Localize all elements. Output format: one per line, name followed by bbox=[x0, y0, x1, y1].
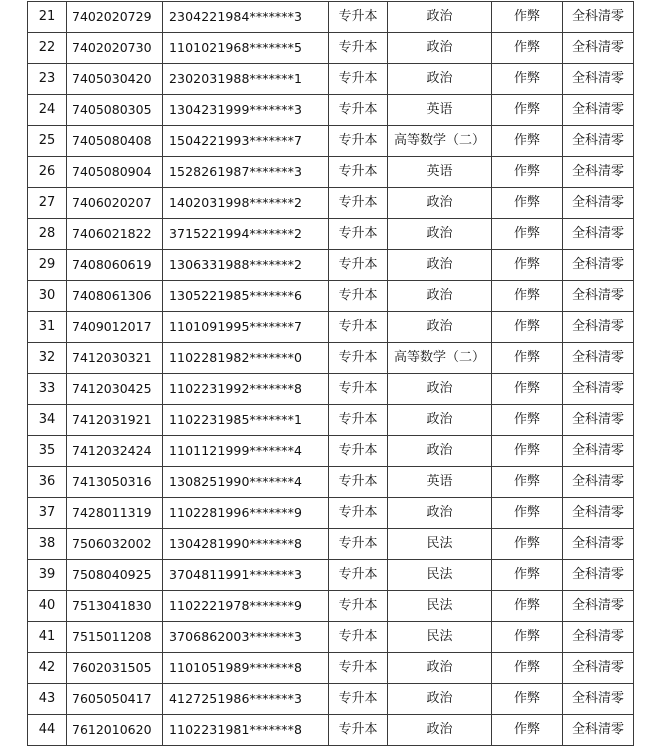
id-number-cell: 1101021968*******5 bbox=[163, 33, 329, 64]
row-number-cell: 36 bbox=[28, 467, 67, 498]
id-number-cell: 1304281990*******8 bbox=[163, 529, 329, 560]
table-row bbox=[28, 188, 634, 219]
row-number-cell: 35 bbox=[28, 436, 67, 467]
row-number-cell: 40 bbox=[28, 591, 67, 622]
subject-cell: 民法 bbox=[388, 622, 492, 653]
violation-type-cell: 作弊 bbox=[492, 33, 563, 64]
row-number-cell: 42 bbox=[28, 653, 67, 684]
exam-ticket-cell: 7408060619 bbox=[67, 250, 163, 281]
subject-cell: 英语 bbox=[388, 157, 492, 188]
id-number-cell: 2304221984*******3 bbox=[163, 2, 329, 33]
violation-type-cell: 作弊 bbox=[492, 684, 563, 715]
violation-type-cell: 作弊 bbox=[492, 622, 563, 653]
exam-level-cell: 专升本 bbox=[329, 250, 388, 281]
table-row bbox=[28, 33, 634, 64]
exam-level-cell: 专升本 bbox=[329, 653, 388, 684]
violation-type-cell: 作弊 bbox=[492, 64, 563, 95]
exam-level-cell: 专升本 bbox=[329, 188, 388, 219]
exam-ticket-cell: 7612010620 bbox=[67, 715, 163, 746]
violation-type-cell: 作弊 bbox=[492, 715, 563, 746]
row-number-cell: 26 bbox=[28, 157, 67, 188]
violation-type-cell: 作弊 bbox=[492, 281, 563, 312]
table-row bbox=[28, 622, 634, 653]
violation-type-cell: 作弊 bbox=[492, 529, 563, 560]
table-row bbox=[28, 591, 634, 622]
penalty-cell: 全科清零 bbox=[563, 436, 634, 467]
penalty-cell: 全科清零 bbox=[563, 498, 634, 529]
penalty-cell: 全科清零 bbox=[563, 591, 634, 622]
penalty-cell: 全科清零 bbox=[563, 467, 634, 498]
id-number-cell: 2302031988*******1 bbox=[163, 64, 329, 95]
table-row bbox=[28, 715, 634, 746]
penalty-cell: 全科清零 bbox=[563, 312, 634, 343]
row-number-cell: 25 bbox=[28, 126, 67, 157]
id-number-cell: 1102281996*******9 bbox=[163, 498, 329, 529]
row-number-cell: 34 bbox=[28, 405, 67, 436]
violation-type-cell: 作弊 bbox=[492, 2, 563, 33]
exam-ticket-cell: 7412030425 bbox=[67, 374, 163, 405]
table-row bbox=[28, 64, 634, 95]
penalty-cell: 全科清零 bbox=[563, 405, 634, 436]
table-row bbox=[28, 250, 634, 281]
subject-cell: 政治 bbox=[388, 715, 492, 746]
exam-ticket-cell: 7515011208 bbox=[67, 622, 163, 653]
id-number-cell: 1402031998*******2 bbox=[163, 188, 329, 219]
violation-type-cell: 作弊 bbox=[492, 653, 563, 684]
subject-cell: 高等数学（二） bbox=[388, 343, 492, 374]
subject-cell: 政治 bbox=[388, 250, 492, 281]
subject-cell: 政治 bbox=[388, 188, 492, 219]
subject-cell: 政治 bbox=[388, 312, 492, 343]
id-number-cell: 1308251990*******4 bbox=[163, 467, 329, 498]
subject-cell: 民法 bbox=[388, 560, 492, 591]
id-number-cell: 1102231992*******8 bbox=[163, 374, 329, 405]
id-number-cell: 1528261987*******3 bbox=[163, 157, 329, 188]
violation-type-cell: 作弊 bbox=[492, 343, 563, 374]
penalty-cell: 全科清零 bbox=[563, 188, 634, 219]
exam-level-cell: 专升本 bbox=[329, 529, 388, 560]
violation-type-cell: 作弊 bbox=[492, 405, 563, 436]
id-number-cell: 1306331988*******2 bbox=[163, 250, 329, 281]
penalty-cell: 全科清零 bbox=[563, 281, 634, 312]
table-row bbox=[28, 467, 634, 498]
exam-ticket-cell: 7405080904 bbox=[67, 157, 163, 188]
penalty-cell: 全科清零 bbox=[563, 529, 634, 560]
id-number-cell: 1102231981*******8 bbox=[163, 715, 329, 746]
table-row bbox=[28, 560, 634, 591]
violation-type-cell: 作弊 bbox=[492, 436, 563, 467]
id-number-cell: 3715221994*******2 bbox=[163, 219, 329, 250]
exam-level-cell: 专升本 bbox=[329, 64, 388, 95]
subject-cell: 政治 bbox=[388, 64, 492, 95]
violation-type-cell: 作弊 bbox=[492, 312, 563, 343]
penalty-cell: 全科清零 bbox=[563, 157, 634, 188]
row-number-cell: 23 bbox=[28, 64, 67, 95]
violation-table-container bbox=[27, 1, 634, 746]
row-number-cell: 29 bbox=[28, 250, 67, 281]
row-number-cell: 27 bbox=[28, 188, 67, 219]
table-row bbox=[28, 157, 634, 188]
exam-ticket-cell: 7405030420 bbox=[67, 64, 163, 95]
penalty-cell: 全科清零 bbox=[563, 653, 634, 684]
penalty-cell: 全科清零 bbox=[563, 715, 634, 746]
subject-cell: 政治 bbox=[388, 653, 492, 684]
id-number-cell: 1305221985*******6 bbox=[163, 281, 329, 312]
exam-ticket-cell: 7405080408 bbox=[67, 126, 163, 157]
table-row bbox=[28, 374, 634, 405]
penalty-cell: 全科清零 bbox=[563, 219, 634, 250]
subject-cell: 政治 bbox=[388, 219, 492, 250]
penalty-cell: 全科清零 bbox=[563, 64, 634, 95]
id-number-cell: 1101091995*******7 bbox=[163, 312, 329, 343]
penalty-cell: 全科清零 bbox=[563, 2, 634, 33]
exam-ticket-cell: 7513041830 bbox=[67, 591, 163, 622]
exam-level-cell: 专升本 bbox=[329, 343, 388, 374]
row-number-cell: 37 bbox=[28, 498, 67, 529]
subject-cell: 民法 bbox=[388, 529, 492, 560]
exam-level-cell: 专升本 bbox=[329, 126, 388, 157]
subject-cell: 政治 bbox=[388, 405, 492, 436]
subject-cell: 政治 bbox=[388, 2, 492, 33]
table-row bbox=[28, 219, 634, 250]
row-number-cell: 38 bbox=[28, 529, 67, 560]
row-number-cell: 33 bbox=[28, 374, 67, 405]
exam-ticket-cell: 7506032002 bbox=[67, 529, 163, 560]
subject-cell: 高等数学（二） bbox=[388, 126, 492, 157]
exam-ticket-cell: 7409012017 bbox=[67, 312, 163, 343]
violation-type-cell: 作弊 bbox=[492, 219, 563, 250]
subject-cell: 政治 bbox=[388, 33, 492, 64]
id-number-cell: 1101051989*******8 bbox=[163, 653, 329, 684]
table-row bbox=[28, 95, 634, 126]
table-row bbox=[28, 405, 634, 436]
row-number-cell: 28 bbox=[28, 219, 67, 250]
exam-ticket-cell: 7412031921 bbox=[67, 405, 163, 436]
penalty-cell: 全科清零 bbox=[563, 343, 634, 374]
exam-level-cell: 专升本 bbox=[329, 95, 388, 126]
row-number-cell: 44 bbox=[28, 715, 67, 746]
subject-cell: 民法 bbox=[388, 591, 492, 622]
exam-level-cell: 专升本 bbox=[329, 312, 388, 343]
id-number-cell: 1504221993*******7 bbox=[163, 126, 329, 157]
violation-type-cell: 作弊 bbox=[492, 126, 563, 157]
exam-level-cell: 专升本 bbox=[329, 374, 388, 405]
violation-type-cell: 作弊 bbox=[492, 157, 563, 188]
exam-level-cell: 专升本 bbox=[329, 622, 388, 653]
row-number-cell: 41 bbox=[28, 622, 67, 653]
exam-level-cell: 专升本 bbox=[329, 715, 388, 746]
exam-ticket-cell: 7402020730 bbox=[67, 33, 163, 64]
exam-level-cell: 专升本 bbox=[329, 684, 388, 715]
table-row bbox=[28, 498, 634, 529]
violation-type-cell: 作弊 bbox=[492, 591, 563, 622]
exam-ticket-cell: 7406020207 bbox=[67, 188, 163, 219]
exam-level-cell: 专升本 bbox=[329, 219, 388, 250]
exam-ticket-cell: 7406021822 bbox=[67, 219, 163, 250]
table-row bbox=[28, 529, 634, 560]
row-number-cell: 22 bbox=[28, 33, 67, 64]
penalty-cell: 全科清零 bbox=[563, 250, 634, 281]
id-number-cell: 1102221978*******9 bbox=[163, 591, 329, 622]
violation-type-cell: 作弊 bbox=[492, 498, 563, 529]
exam-ticket-cell: 7402020729 bbox=[67, 2, 163, 33]
row-number-cell: 43 bbox=[28, 684, 67, 715]
violation-type-cell: 作弊 bbox=[492, 467, 563, 498]
row-number-cell: 39 bbox=[28, 560, 67, 591]
violation-type-cell: 作弊 bbox=[492, 95, 563, 126]
exam-level-cell: 专升本 bbox=[329, 157, 388, 188]
exam-ticket-cell: 7508040925 bbox=[67, 560, 163, 591]
exam-level-cell: 专升本 bbox=[329, 560, 388, 591]
violation-type-cell: 作弊 bbox=[492, 560, 563, 591]
exam-ticket-cell: 7405080305 bbox=[67, 95, 163, 126]
exam-level-cell: 专升本 bbox=[329, 405, 388, 436]
id-number-cell: 1304231999*******3 bbox=[163, 95, 329, 126]
row-number-cell: 21 bbox=[28, 2, 67, 33]
subject-cell: 政治 bbox=[388, 281, 492, 312]
violation-table-body bbox=[28, 2, 634, 746]
row-number-cell: 31 bbox=[28, 312, 67, 343]
id-number-cell: 4127251986*******3 bbox=[163, 684, 329, 715]
subject-cell: 政治 bbox=[388, 684, 492, 715]
penalty-cell: 全科清零 bbox=[563, 126, 634, 157]
table-row bbox=[28, 126, 634, 157]
violation-table bbox=[27, 1, 634, 746]
penalty-cell: 全科清零 bbox=[563, 560, 634, 591]
exam-ticket-cell: 7602031505 bbox=[67, 653, 163, 684]
id-number-cell: 1101121999*******4 bbox=[163, 436, 329, 467]
subject-cell: 政治 bbox=[388, 374, 492, 405]
row-number-cell: 30 bbox=[28, 281, 67, 312]
table-row bbox=[28, 684, 634, 715]
id-number-cell: 3706862003*******3 bbox=[163, 622, 329, 653]
exam-level-cell: 专升本 bbox=[329, 281, 388, 312]
table-row bbox=[28, 281, 634, 312]
exam-level-cell: 专升本 bbox=[329, 33, 388, 64]
penalty-cell: 全科清零 bbox=[563, 684, 634, 715]
exam-level-cell: 专升本 bbox=[329, 467, 388, 498]
exam-level-cell: 专升本 bbox=[329, 2, 388, 33]
exam-ticket-cell: 7413050316 bbox=[67, 467, 163, 498]
violation-type-cell: 作弊 bbox=[492, 374, 563, 405]
subject-cell: 英语 bbox=[388, 467, 492, 498]
subject-cell: 政治 bbox=[388, 498, 492, 529]
penalty-cell: 全科清零 bbox=[563, 374, 634, 405]
table-row bbox=[28, 2, 634, 33]
row-number-cell: 24 bbox=[28, 95, 67, 126]
id-number-cell: 3704811991*******3 bbox=[163, 560, 329, 591]
exam-ticket-cell: 7428011319 bbox=[67, 498, 163, 529]
violation-type-cell: 作弊 bbox=[492, 250, 563, 281]
exam-level-cell: 专升本 bbox=[329, 498, 388, 529]
table-row bbox=[28, 343, 634, 374]
exam-ticket-cell: 7412032424 bbox=[67, 436, 163, 467]
table-row bbox=[28, 653, 634, 684]
id-number-cell: 1102231985*******1 bbox=[163, 405, 329, 436]
exam-level-cell: 专升本 bbox=[329, 591, 388, 622]
exam-ticket-cell: 7408061306 bbox=[67, 281, 163, 312]
table-row bbox=[28, 312, 634, 343]
penalty-cell: 全科清零 bbox=[563, 622, 634, 653]
exam-ticket-cell: 7605050417 bbox=[67, 684, 163, 715]
id-number-cell: 1102281982*******0 bbox=[163, 343, 329, 374]
row-number-cell: 32 bbox=[28, 343, 67, 374]
table-row bbox=[28, 436, 634, 467]
exam-level-cell: 专升本 bbox=[329, 436, 388, 467]
subject-cell: 政治 bbox=[388, 436, 492, 467]
violation-type-cell: 作弊 bbox=[492, 188, 563, 219]
penalty-cell: 全科清零 bbox=[563, 33, 634, 64]
exam-ticket-cell: 7412030321 bbox=[67, 343, 163, 374]
subject-cell: 英语 bbox=[388, 95, 492, 126]
penalty-cell: 全科清零 bbox=[563, 95, 634, 126]
